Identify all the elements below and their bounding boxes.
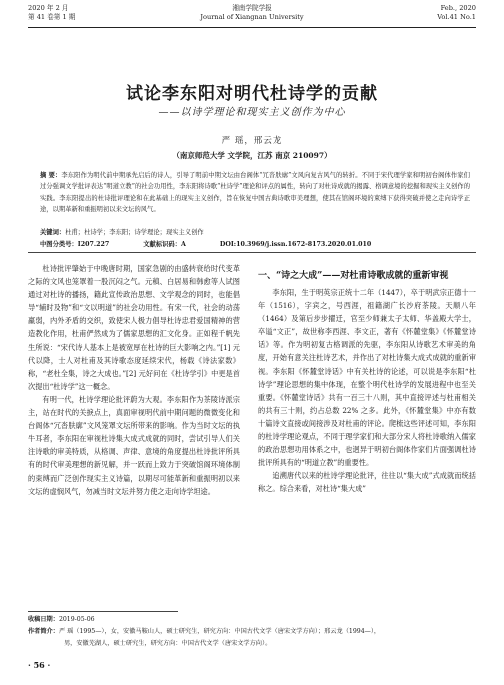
body-paragraph: 追溯唐代以来的杜诗学理论批评，往往以“集大成”式成就而统括称之。综合来看，对杜诗“集大成” — [258, 471, 476, 494]
abstract-divider — [28, 252, 476, 253]
header-volume: Feb., 2020 Vol.41 No.1 — [437, 4, 476, 21]
keywords — [40, 228, 470, 237]
abstract-text: 李东阳作为明代前中期承先启后的诗人，引导了明前中期文坛由台阁体“冗沓肤廓”文风向复古风气的转折。不同于宋代理学家和明初台阁体作家们过分强调文学批评表达“明道立教”的社会功用性，李东阳将诗歌“杜诗学”理论和评点的属性，转向了对杜诗成就的揭露、格调意境的挖掘和现实主义创作的实践。李东阳提出的杜诗批评理论和在此基础上的现实主义创作，旨在恢复中国古典诗歌审美理想，使其在馆阁环境的束缚下获得突破并使之走向诗学正途，以期革新和重振明初以来文坛的风气。 — [40, 172, 470, 213]
body-paragraph: 李东阳，生于明英宗正统十二年（1447），卒于明武宗正德十一年（1516），字宾之，号西涯，祖籍湖广长沙府茶陵。天顺八年（1464）及第后步步擢迁，官至少师兼太子太师、华盖殿大学士，卒谥“文正”，故世称李西涯、李文正，著有《怀麓堂集》《怀麓堂诗话》等。作为明初复古格调派的先驱，李东阳从诗歌艺术审美的角度，开始有意关注杜诗艺术，并作出了对杜诗集大成式成就的重新审视。李东阳《怀麓堂诗话》中有关杜诗的论述，可以说是李东阳“杜诗学”理论思想的集中体现，在整个明代杜诗学的发展进程中也至关重要。《怀麓堂诗话》共有一百三十八则，其中直接评述与杜甫相关的共有三十则，约占总数 22% 之多。此外，《怀麓堂集》中亦有数十篇诗文直接或间接涉及对杜甫的评论。爬梳这些评述可知，李东阳的杜诗学理论观点，不同于理学家们和大部分宋人将杜诗歌纳入儒家的政治思想功用体系之中，也迥异于明初台阁体作家们片面强调杜诗批评所具有的“明道立教”的重要性。 — [258, 288, 476, 468]
right-column — [258, 270, 476, 496]
paper-subtitle: ——以诗学理论和现实主义创作为中心 — [158, 107, 346, 118]
section-heading: 一、“诗之大成”——对杜甫诗歌成就的重新审视 — [258, 271, 449, 281]
received-date: 收稿日期：2019-05-06 — [28, 616, 95, 623]
footnote-divider — [28, 611, 178, 612]
clc-number: 中图分类号：I207.227 — [40, 241, 110, 248]
abstract-label: 摘 要： — [40, 172, 62, 179]
author-bio: 作者简介：严 瑶（1995—），女，安徽马鞍山人，硕士研究生，研究方向：中国古代文学（唐宋文学方向）；邢云龙（1994—）， — [28, 628, 381, 635]
body-paragraph: 有明一代，杜诗学理论批评蔚为大观。李东阳作为茶陵诗派宗主，站在时代的关捩点上，真面审视明代前中期问题的微微变化和台阁体“冗沓肤廓”文风笼罩文坛所带来的影响。作为当时文坛的执牛耳者，李东阳在审视杜诗集大成式成就的同时，尝试引导人们关注诗歌的审美特质，从格调、声律、意境的角度提出杜诗批评所具有的时代审美理想的新见解，并一跃而上致力于突破馆阁环境体制的束缚而广泛创作现实主义诗篇，以期尽可能革新和重振明初以来文坛的虚悯风气，勿减当时文坛并努力使之走向诗学坦途。 — [28, 394, 240, 496]
header-issue-date: 2020 年 2 月 第 41 卷第 1 期 — [28, 4, 76, 21]
author-names: 严 瑶，邢云龙 — [221, 136, 283, 146]
keywords-label: 关键词： — [40, 229, 66, 236]
left-column — [28, 262, 240, 498]
classification-line — [40, 240, 470, 249]
running-header — [28, 4, 476, 26]
header-divider — [28, 27, 476, 28]
author-bio-continued: 男，安徽芜湖人，硕士研究生，研究方向：中国古代文学（唐宋文学方向）。 — [64, 640, 272, 647]
body-paragraph: 杜诗批评肇始于中晚唐时期，国家急剧的由盛转衰给时代变革之际的文风也笼罩着一股沉闷之气。元稹、白居易和韩愈等人试图通过对杜诗的播扬，籍此宣传政治思想、文学观念的同时，也能倡导“辅时及物”和“文以明道”的社会功用性。有宋一代，社会的动荡羸弱，内外矛盾的交织，致使宋人极力倡导杜诗忠君爱国精神的营造教化作用，杜甫俨然成为了儒家思想的汇文化身。正如程千帆先生所说：“宋代诗人基本上是被宽厚在杜诗的巨大影响之内。”[1] 元代以降，士人对杜甫及其诗歌态度延续宋代，杨载《诗法家数》称，“老杜全集，诗之大成也。”[2] 元好问在《杜诗学引》中更是首次提出“杜诗学”这一概念。 — [28, 264, 240, 391]
header-journal-name: 湘南学院学报 Journal of Xiangnan University — [200, 4, 304, 21]
keywords-text: 杜甫；杜诗学；李东阳；诗学理论；现实主义创作 — [65, 229, 204, 236]
paper-title: 试论李东阳对明代杜诗学的贡献 — [126, 84, 378, 104]
document-code: 文献标识码：A — [143, 241, 186, 248]
doi: DOI:10.3969/j.issn.1672-8173.2020.01.010 — [219, 241, 372, 248]
abstract — [40, 170, 470, 215]
page-number: · 56 · — [28, 660, 51, 670]
author-affiliation: （南京师范大学 文学院，江苏 南京 210097） — [172, 151, 332, 160]
